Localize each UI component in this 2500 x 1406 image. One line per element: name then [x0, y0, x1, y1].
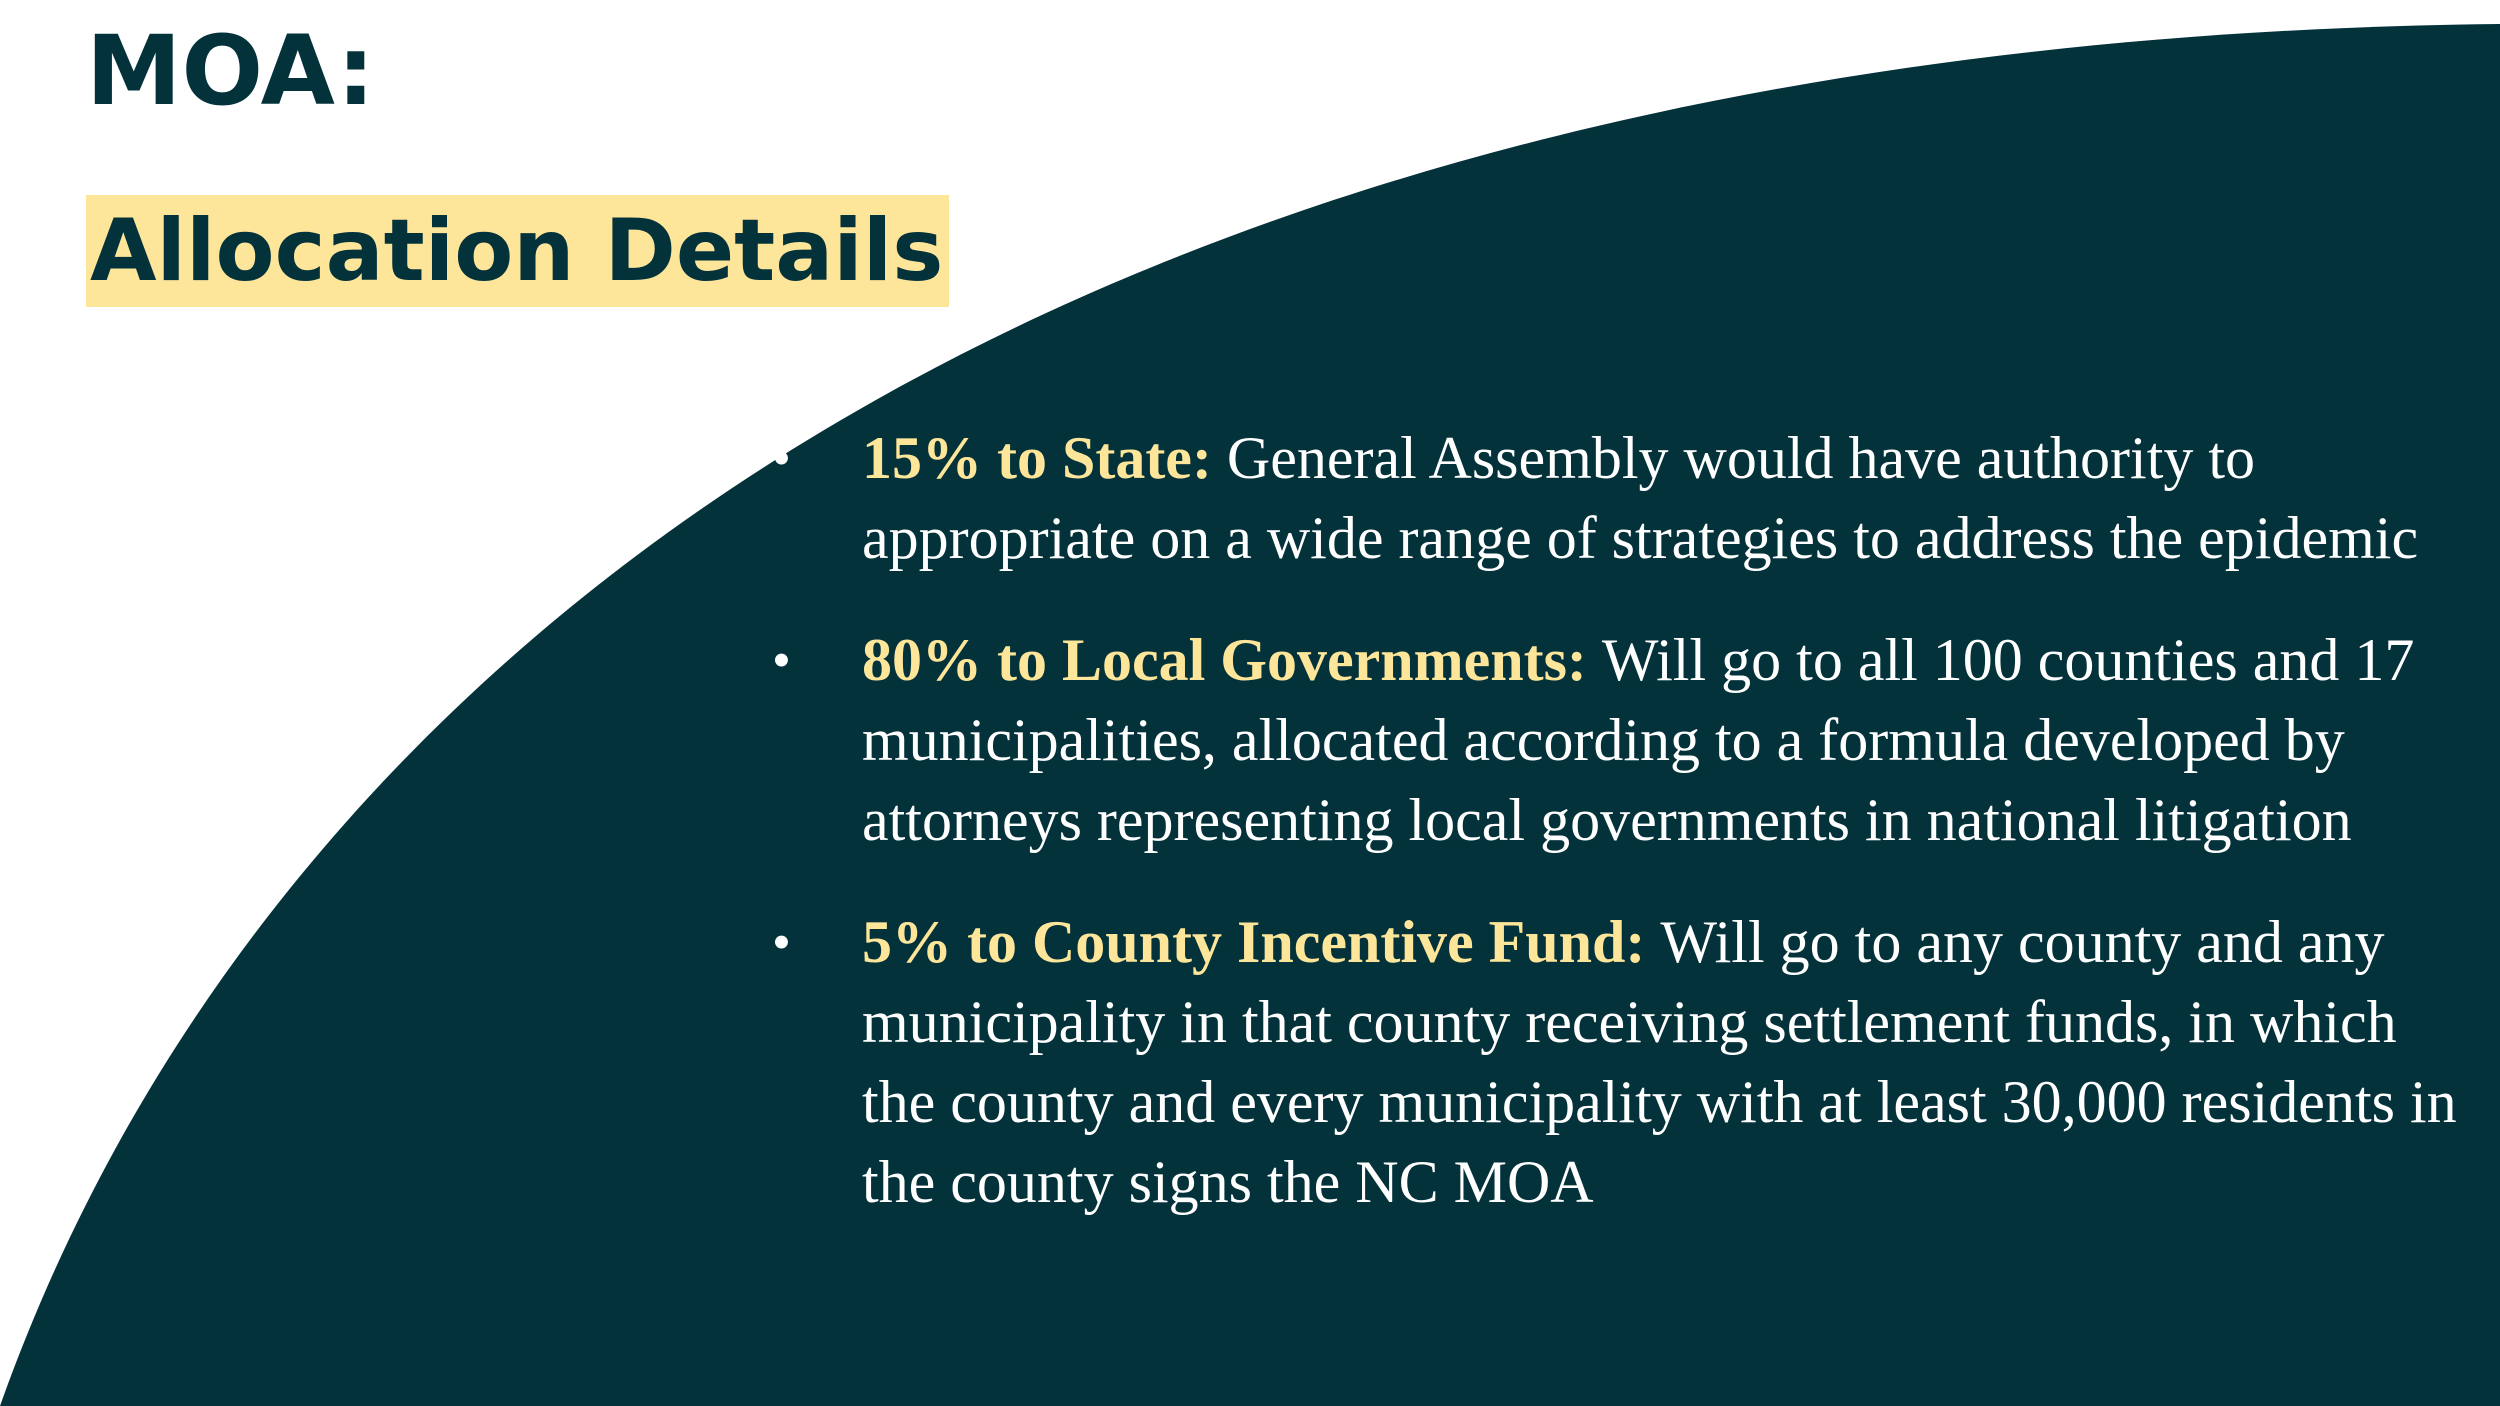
bullet-item-county-incentive-fund [772, 902, 2462, 1222]
bullet-lead-local-governments: 80% to Local Governments: [862, 627, 1602, 693]
bullet-item-state [772, 418, 2462, 578]
bullet-list [772, 418, 2462, 1264]
slide-subtitle-highlighted: Allocation Details [86, 195, 949, 307]
bullet-lead-county-incentive-fund: 5% to County Incentive Fund: [862, 909, 1661, 975]
bullet-item-local-governments [772, 620, 2462, 860]
bullet-lead-state: 15% to State: [862, 425, 1227, 491]
bullet-text-county-incentive-fund: Will go to any county and any municipality in that county receiving settlement funds, in which the county and every municipality with at least 30,000 residents in the county signs the NC MOA [862, 909, 2457, 1215]
bullet-dot-icon: • [772, 630, 791, 690]
bullet-text-state: General Assembly would have authority to appropriate on a wide range of strategies to address the epidemic [862, 425, 2419, 571]
bullet-dot-icon: • [772, 912, 791, 972]
slide-title: MOA: [86, 15, 376, 127]
bullet-dot-icon: • [772, 428, 791, 488]
bullet-text-local-governments: Will go to all 100 counties and 17 municipalities, allocated according to a formula developed by attorneys representing local governments in national litigation [862, 627, 2415, 853]
